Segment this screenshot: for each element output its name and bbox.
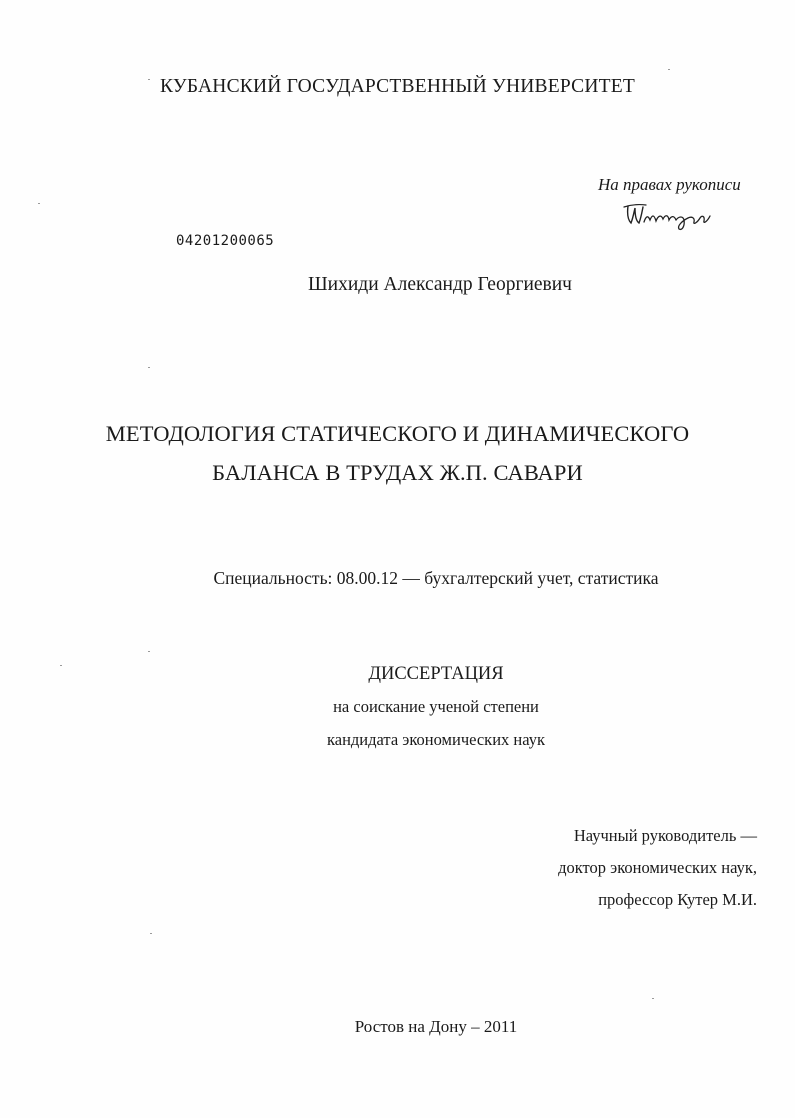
scan-speck: [148, 79, 150, 80]
document-code: 04201200065: [176, 233, 275, 249]
scan-speck: [60, 665, 62, 666]
author-signature-icon: [622, 196, 722, 236]
scan-speck: [652, 998, 654, 999]
scan-speck: [38, 203, 40, 204]
specialty-line: Специальность: 08.00.12 — бухгалтерский учет, статистика: [213, 568, 659, 588]
scan-speck: [148, 367, 150, 368]
dissertation-type: ДИССЕРТАЦИЯ: [368, 664, 504, 684]
title-line-1: МЕТОДОЛОГИЯ СТАТИЧЕСКОГО И ДИНАМИЧЕСКОГО: [105, 421, 690, 446]
title-line-2: БАЛАНСА В ТРУДАХ Ж.П. САВАРИ: [212, 460, 583, 485]
degree-line-1: на соискание ученой степени: [333, 697, 539, 716]
manuscript-rights-note: На правах рукописи: [598, 175, 741, 194]
scan-speck: [668, 69, 670, 70]
degree-line-2: кандидата экономических наук: [326, 730, 545, 749]
advisor-role: Научный руководитель —: [573, 826, 757, 845]
scan-speck: [148, 651, 150, 652]
advisor-name: профессор Кутер М.И.: [598, 890, 757, 909]
advisor-degree: доктор экономических наук,: [558, 858, 757, 877]
city-year: Ростов на Дону – 2011: [354, 1017, 518, 1036]
scan-speck: [150, 933, 152, 934]
author-name: Шихиди Александр Георгиевич: [308, 274, 572, 295]
dissertation-title: [0, 414, 795, 492]
university-name: КУБАНСКИЙ ГОСУДАРСТВЕННЫЙ УНИВЕРСИТЕТ: [160, 76, 635, 97]
